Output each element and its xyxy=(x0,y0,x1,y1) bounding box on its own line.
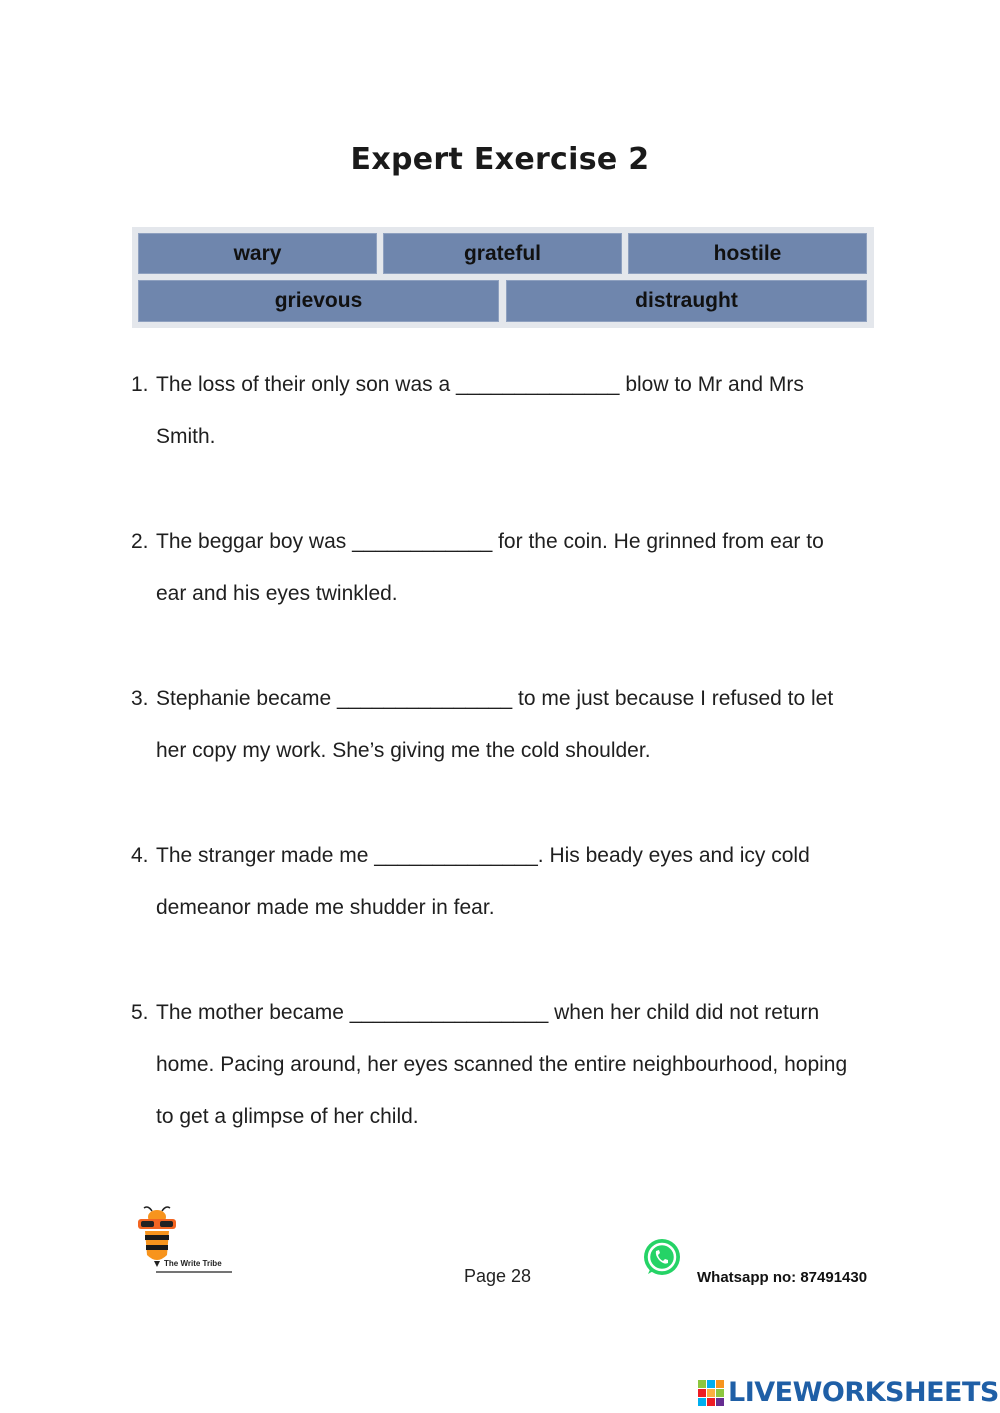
question-text: Stephanie became _______________ to me just because I refused to let xyxy=(156,687,834,710)
question-5 xyxy=(131,1001,891,1157)
liveworksheets-watermark xyxy=(698,1377,999,1408)
question-text: demeanor made me shudder in fear. xyxy=(156,896,495,919)
word-bank-cell: wary xyxy=(138,233,377,274)
liveworksheets-brand: LIVEWORKSHEETS xyxy=(728,1377,999,1408)
question-3 xyxy=(131,687,891,791)
question-text: to get a glimpse of her child. xyxy=(156,1105,419,1128)
question-text: her copy my work. She’s giving me the cold shoulder. xyxy=(156,739,651,762)
question-text: Smith. xyxy=(156,425,216,448)
word-bank-cell: grateful xyxy=(383,233,622,274)
liveworksheets-logo-icon xyxy=(698,1380,724,1406)
write-tribe-logo xyxy=(134,1205,234,1275)
page-title: Expert Exercise 2 xyxy=(350,142,650,177)
word-bank-cell: hostile xyxy=(628,233,867,274)
whatsapp-icon xyxy=(640,1236,684,1280)
question-text: The stranger made me ______________. His beady eyes and icy cold xyxy=(156,844,810,867)
question-text: ear and his eyes twinkled. xyxy=(156,582,398,605)
question-text: The mother became _________________ when her child did not return xyxy=(156,1001,820,1024)
question-number: 1. xyxy=(131,373,149,396)
whatsapp-number: Whatsapp no: 87491430 xyxy=(697,1269,868,1286)
page-number: Page 28 xyxy=(464,1266,532,1286)
word-bank-cell: distraught xyxy=(506,280,867,322)
question-1 xyxy=(131,373,891,477)
word-bank-cell: grievous xyxy=(138,280,499,322)
question-text: home. Pacing around, her eyes scanned the entire neighbourhood, hoping xyxy=(156,1053,848,1076)
question-2 xyxy=(131,530,891,634)
word-bank xyxy=(132,227,874,328)
question-4 xyxy=(131,844,891,948)
question-number: 3. xyxy=(131,687,149,710)
question-number: 5. xyxy=(131,1001,149,1024)
question-text: The beggar boy was ____________ for the coin. He grinned from ear to xyxy=(156,530,824,553)
question-number: 4. xyxy=(131,844,149,867)
question-text: The loss of their only son was a ______________ blow to Mr and Mrs xyxy=(156,373,804,396)
question-number: 2. xyxy=(131,530,149,553)
logo-text: The Write Tribe xyxy=(164,1259,222,1268)
